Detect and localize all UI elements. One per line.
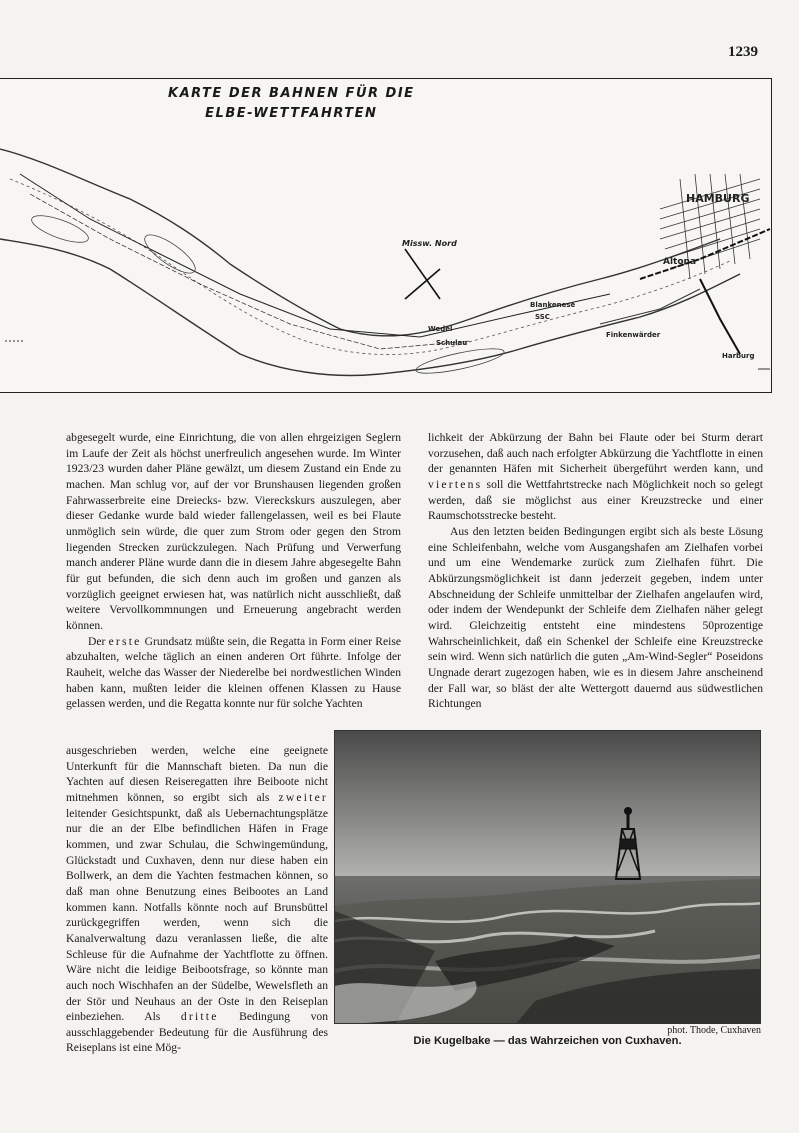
text-span: Grundsatz müßte sein, die Regatta in Form einer Reise abzuhalten, welche täglich an einen anderen Ort führte. Infolge der Rauheit, welche das Wasser der Niederelbe bei nordwestlichen Winden haben kann, mußten leider die kleinen offenen Klassen zu Hause gelassen werden, und die Regatta konnte nur für solche Yachten bbox=[66, 634, 402, 711]
left-paragraph-3 bbox=[66, 743, 328, 1056]
map-label-north: Missw. Nord bbox=[402, 239, 457, 248]
left-paragraph-2 bbox=[66, 634, 401, 712]
text-span: lichkeit der Abkürzung der Bahn bei Flaute oder bei Sturm derart vorzusehen, daß auch nach erfolgter Abkürzung die Yachtflotte in einen der genannten Häfen mit Sicherheit übergeführt werden kann, und bbox=[428, 431, 763, 476]
race-course bbox=[20, 174, 610, 337]
map-label-altona: Altona bbox=[663, 257, 697, 267]
sky bbox=[335, 731, 761, 881]
left-paragraph-1: abgesegelt wurde, eine Einrichtung, die von allen ehrgeizigen Seglern im Laufe der Zeit als höchst unerfreulich angesehen wurde. Im Winter 1923/23 wurden daher Pläne gewälzt, um diesem Zustand ein Ende zu machen. Man schlug vor, auf der vor Brunshausen liegenden großen Fahrwasserbreite eine Dreiecks- bzw. Viereckskurs auszulegen, aber dieser Gedanke wurde bald wieder fallengelassen, weil es bei Flaute unmöglich sein würde, die quer zum Strom oder gegen den Strom liegenden Strecken zurückzulegen. Nach Prüfung und Verwerfung manch anderer Pläne wurde dann die in diesem Jahre abgesegelte Bahn für gut befunden, die sich denn auch im großen und ganzen als vorzüglich geeignet erwiesen hat, was natürlich nicht ausschließt, daß weitere Vervollkommnungen und Erneuerung angebracht werden können. bbox=[66, 431, 401, 632]
left-column bbox=[66, 430, 401, 712]
photo-caption: Die Kugelbake — das Wahrzeichen von Cuxhaven. bbox=[413, 1035, 682, 1047]
elbe-race-map bbox=[0, 78, 772, 393]
map-label-wedel: Wedel bbox=[428, 325, 453, 333]
right-paragraph-1 bbox=[428, 430, 763, 524]
left-column-narrow bbox=[66, 743, 328, 1056]
right-column bbox=[428, 430, 763, 712]
north-arrow bbox=[405, 249, 440, 299]
emphasis-viertens: viertens bbox=[428, 477, 483, 491]
right-paragraph-2: Aus den letzten beiden Bedingungen ergibt sich als beste Lösung eine Schleifenbahn, welche vom Ausgangshafen am Zielhafen vorbei und um eine Wendemarke zurück zum Zielhafen führt. Die Abkürzungsmöglichkeit ist dann jederzeit gegeben, indem unter Abschneidung der Schleife unmittelbar der Zielhafen angelaufen wird, oder indem der Wendepunkt der Schleife dem Zielhafen näher gelegt wird. Gleichzeitig entsteht eine mindestens 50prozentige Wahrscheinlichkeit, daß ein Schenkel der Schleife eine Kreuzstrecke sein wird. Wenn sich natürlich die guten „Am-Wind-Segler“ Poseidons Ungnade derart zugezogen haben, wie es in diesem Jahre anscheinend der Fall war, so bläst der alte Wettergott dauernd aus südwestlichen Richtungen bbox=[428, 524, 763, 711]
map-label-harburg: Harburg bbox=[722, 352, 755, 360]
map-label-finkenwaerder: Finkenwärder bbox=[606, 331, 661, 339]
map-title-line1: KARTE DER BAHNEN FÜR DIE bbox=[168, 86, 415, 101]
fairway bbox=[10, 179, 730, 355]
race-course-return bbox=[30, 194, 470, 349]
map-title-line2: ELBE-WETTFAHRTEN bbox=[205, 106, 378, 121]
text-span: Der bbox=[88, 634, 109, 648]
photo-drawing bbox=[335, 731, 761, 1024]
map-label-schulau: Schulau bbox=[436, 339, 468, 347]
river-north-bank bbox=[0, 149, 720, 336]
kugelbake-photo bbox=[334, 730, 761, 1024]
river-south-bank bbox=[0, 239, 740, 375]
map-drawing bbox=[0, 79, 772, 393]
map-label-blankenese: Blankenese bbox=[530, 301, 576, 309]
emphasis-zweiter: zweiter bbox=[278, 790, 328, 804]
photo-credit: phot. Thode, Cuxhaven bbox=[667, 1025, 761, 1036]
text-span: soll die Wettfahrtstrecke nach Möglichkeit noch so gelegt werden, daß sie möglichst aus einer Kreuzstrecke und einer Raumschotsstrecke besteht. bbox=[428, 477, 763, 523]
text-span: ausgeschrieben werden, welche eine geeignete Unterkunft für die Mannschaft bieten. Da nun die Yachten auf diesen Reiseregatten ihre Beiboote nicht mitnehmen können, so ergibt sich als bbox=[66, 744, 328, 804]
page-number: 1239 bbox=[728, 44, 758, 60]
emphasis-dritte: dritte bbox=[180, 1010, 219, 1024]
map-label-hamburg: HAMBURG bbox=[686, 192, 750, 205]
map-label-ssc: SSC bbox=[535, 313, 550, 321]
emphasis-erste: erste bbox=[108, 634, 142, 648]
text-span: Bedingung von ausschlaggebender Bedeutung für die Ausführung des Reiseplans ist eine Mög- bbox=[66, 1010, 328, 1055]
text-span: leitender Gesichtspunkt, daß als Uebernachtungsplätze nur die an der Elbe befindlichen Häfen in Frage kommen, und zwar Schulau, die Schwingemündung, Glückstadt und Cuxhaven, denn nur diese haben ein Bollwerk, an dem die Yachten festmachen können, so daß man ohne Benutzung eines Beibootes an Land kommen kann. Notfalls könnte noch auf Brunsbüttel zurückgegriffen werden, wenn sich die Kanalverwaltung dazu veranlassen ließe, die alte Schleuse für die Aufnahme der Yachtflotte zu öffnen. Wäre nicht die leidige Beibootsfrage, so könnte man auch noch Wischhafen an der Südelbe, Wewelsfleth an der Stör und Neuhaus an der Oste in den Reiseplan einbeziehen. Als bbox=[66, 806, 328, 1024]
map-title bbox=[168, 84, 415, 124]
